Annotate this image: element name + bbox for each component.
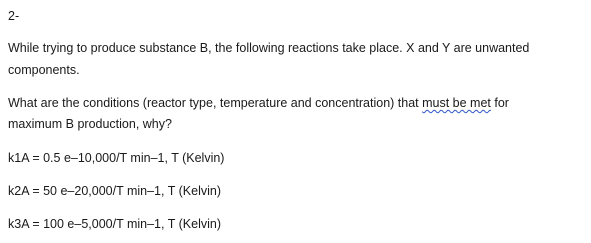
question-text-pre: What are the conditions (reactor type, temperature and concentration) that [8,96,423,110]
rate-constant-k1a: k1A = 0.5 e–10,000/T min–1, T (Kelvin) [8,151,225,165]
rate-constant-k2a: k2A = 50 e–20,000/T min–1, T (Kelvin) [8,184,221,198]
question-line-1 [8,95,509,111]
question-number: 2- [8,9,20,23]
problem-statement-line-2: components. [8,63,80,77]
grammar-flagged-phrase: must be met [422,96,491,110]
problem-statement-line-1: While trying to produce substance B, the following reactions take place. X and Y are unwanted [8,41,530,55]
question-line-2: maximum B production, why? [8,117,172,131]
question-text-post: for [490,96,509,110]
rate-constant-k3a: k3A = 100 e–5,000/T min–1, T (Kelvin) [8,217,221,231]
